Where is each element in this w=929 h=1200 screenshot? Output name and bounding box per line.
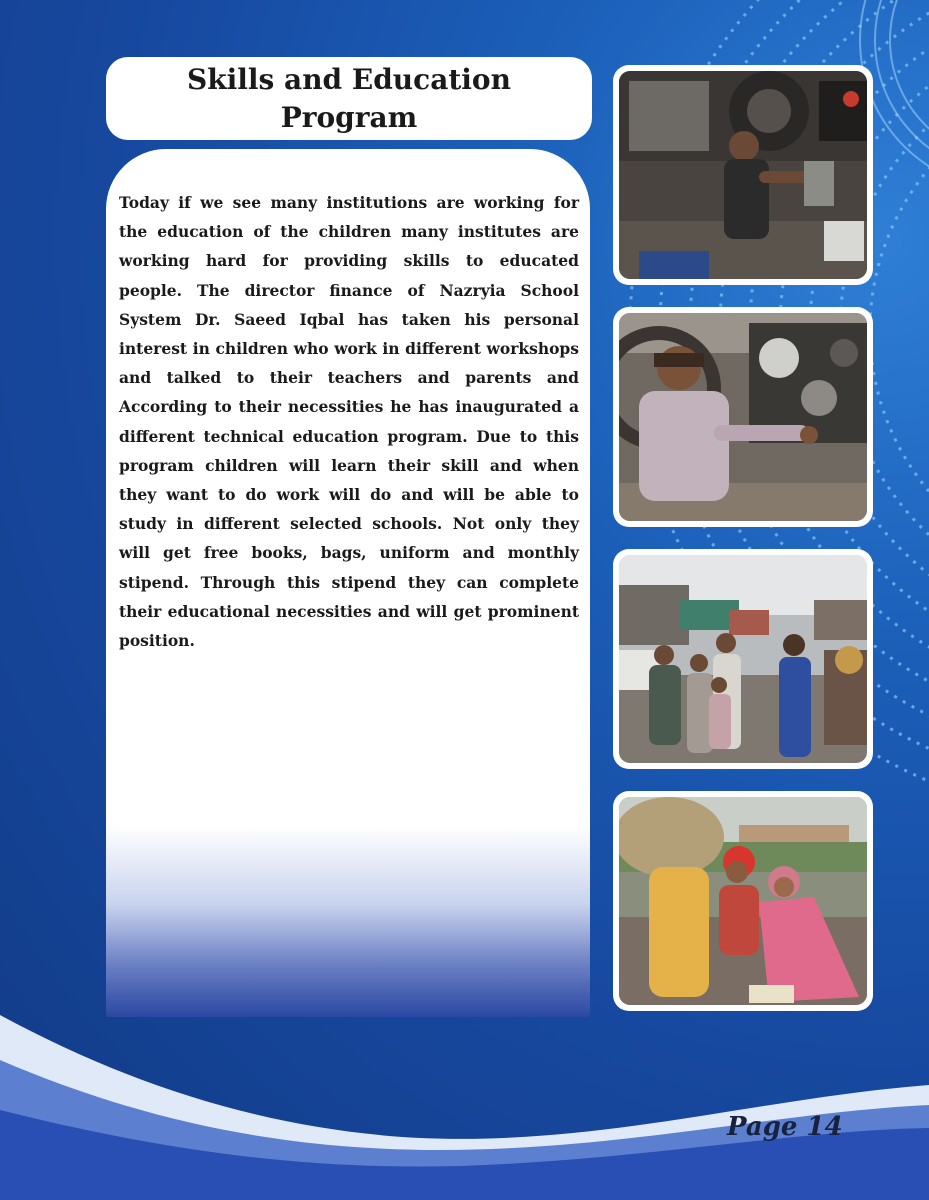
photo-scavenging-children-image (619, 797, 867, 1005)
title-banner (106, 57, 592, 140)
photo-engine-repair-boy (613, 307, 873, 527)
page-number: Page 14 (727, 1112, 843, 1142)
photo-scavenging-children (613, 791, 873, 1011)
photo-workshop-boy (613, 65, 873, 285)
page-title: Skills and Education Program (187, 62, 511, 134)
photo-workshop-boy-image (619, 71, 867, 279)
photo-street-group (613, 549, 873, 769)
photo-street-group-image (619, 555, 867, 763)
body-paragraph: Today if we see many institutions are working for the education of the children many institutes are working hard for providing skills to educated people. The director finance of Nazryia School System Dr. Saeed Iqbal has taken his personal interest in children who work in different workshops and talked to their teachers and parents and According to their necessities he has inaugurated a different technical education program. Due to this program children will learn their skill and when they want to do work will do and will be able to study in different selected schools. Not only they will get free books, bags, uniform and monthly stipend. Through this stipend they can complete their educational necessities and will get prominent position. (119, 193, 579, 651)
photo-engine-repair-boy-image (619, 313, 867, 521)
